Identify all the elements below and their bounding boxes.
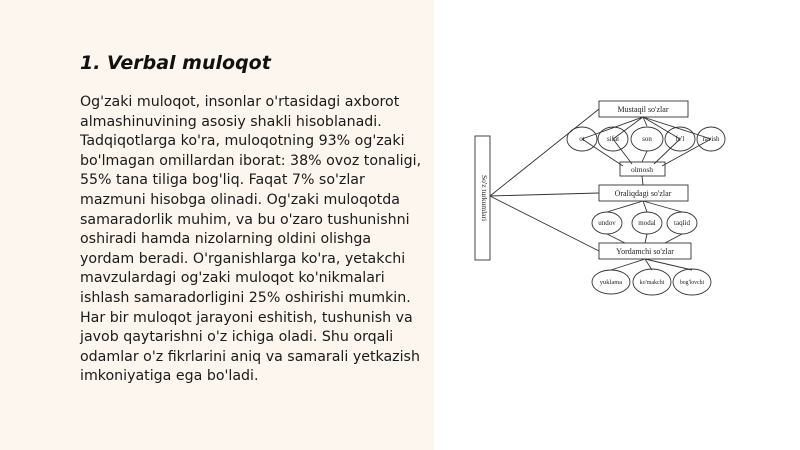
root-label: So'z turkumlari (480, 174, 489, 222)
item-label: yuklama (599, 279, 623, 286)
item-label: ravish (702, 135, 720, 143)
item-label: undov (598, 219, 616, 227)
item-label: ko'makchi (639, 280, 665, 286)
word-classes-diagram (470, 96, 730, 301)
group-label: Oraliqdagi so'zlar (614, 189, 672, 198)
item-label: taqlid (674, 219, 690, 227)
item-label: sifat (606, 135, 620, 143)
item-label: ot (579, 135, 585, 143)
group-label: Yordamchi so'zlar (616, 247, 674, 256)
item-label: bog'lovchi (679, 280, 705, 286)
extra-label: olmosh (630, 165, 654, 174)
item-label: son (642, 135, 652, 143)
item-label: fe'l (675, 135, 685, 143)
section-heading: 1. Verbal muloqot (80, 52, 271, 74)
item-label: modal (638, 219, 656, 227)
body-paragraph: Og'zaki muloqot, insonlar o'rtasidagi axborot almashinuvining asosiy shakli hisoblanadi. Tadqiqotlarga ko'ra, muloqotning 93% og'zaki bo'lmagan omillardan iborat: 38% ovoz tonaligi, 55% tana tiliga bog'liq. Faqat 7% so'zlar mazmuni hisobga olinadi. Og'zaki muloqotda samaradorlik muhim, va bu o'zaro tushunishni oshiradi hamda nizolarning oldini olishga yordam beradi. O'rganishlarga ko'ra, yetakchi mavzulardagi og'zaki muloqot ko'nikmalari ishlash samaradorligini 25% oshirishi mumkin. Har bir muloqot jarayoni eshitish, tushunish va javob qaytarishni o'z ichiga oladi. Shu orqali odamlar o'z fikrlarini aniq va samarali yetkazish imkoniyatiga ega bo'ladi. (80, 94, 422, 385)
group-label: Mustaqil so'zlar (617, 105, 669, 114)
